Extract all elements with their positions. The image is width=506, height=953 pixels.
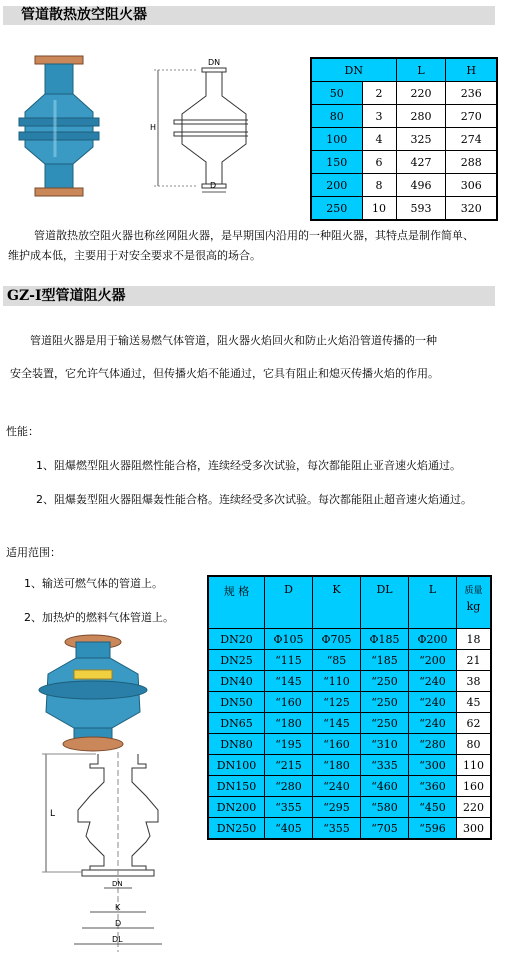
cell: “180	[313, 755, 361, 776]
cell: 80	[457, 734, 492, 755]
cell: “280	[409, 734, 457, 755]
drawing-dn-label-2: DN	[112, 880, 123, 888]
cell: Φ705	[313, 629, 361, 650]
table-row	[208, 797, 491, 818]
cell: DN25	[208, 650, 265, 671]
drawing-l-label: L	[50, 809, 56, 819]
gz-arrestor-photo	[28, 632, 158, 752]
header-spec: 规 格	[208, 576, 265, 629]
cell: 427	[396, 151, 446, 174]
scope-item-1: 1、输送可燃气体的管道上。	[24, 577, 163, 590]
cell: DN100	[208, 755, 265, 776]
cell: 593	[396, 197, 446, 221]
cell: 320	[446, 197, 497, 221]
drawing-d-label: D	[210, 181, 217, 190]
scope-label: 适用范围：	[6, 546, 61, 559]
cell: DN50	[208, 692, 265, 713]
cell: “295	[313, 797, 361, 818]
cell: 280	[396, 105, 446, 128]
cell: “240	[409, 692, 457, 713]
header-mass-label: 质量	[464, 586, 483, 596]
cell: “160	[265, 692, 313, 713]
header-mass	[457, 576, 492, 629]
table-row	[208, 692, 491, 713]
table-row	[311, 197, 497, 221]
table-header-row	[208, 576, 491, 629]
cell: “596	[409, 818, 457, 840]
dimension-table-1	[310, 57, 498, 221]
cell: “240	[409, 671, 457, 692]
cell: 50	[311, 82, 362, 105]
cell: Φ185	[361, 629, 409, 650]
header-dl: DL	[361, 576, 409, 629]
cell: 220	[396, 82, 446, 105]
cell: 2	[362, 82, 396, 105]
table-row	[208, 734, 491, 755]
arrestor-drawing	[148, 56, 248, 196]
header-h: H	[446, 58, 497, 82]
cell: “460	[361, 776, 409, 797]
cell: 21	[457, 650, 492, 671]
header-mass-unit: kg	[466, 600, 481, 613]
drawing-dl-label: DL	[112, 935, 123, 944]
cell: “280	[265, 776, 313, 797]
cell: 150	[311, 151, 362, 174]
cell: DN65	[208, 713, 265, 734]
cell: “240	[313, 776, 361, 797]
section2-title: GZ-I型管道阻火器	[7, 288, 126, 304]
cell: “85	[313, 650, 361, 671]
cell: “250	[361, 671, 409, 692]
section2-header	[3, 286, 495, 306]
table-row	[208, 671, 491, 692]
cell: Φ200	[409, 629, 457, 650]
cell: “185	[361, 650, 409, 671]
performance-label: 性能：	[6, 425, 39, 438]
cell: DN80	[208, 734, 265, 755]
header-d: D	[265, 576, 313, 629]
table-row	[208, 818, 491, 840]
table-row	[311, 82, 497, 105]
table-row	[311, 151, 497, 174]
cell: “145	[265, 671, 313, 692]
cell: “145	[313, 713, 361, 734]
cell: 306	[446, 174, 497, 197]
cell: 236	[446, 82, 497, 105]
table-row	[208, 650, 491, 671]
cell: 62	[457, 713, 492, 734]
cell: DN250	[208, 818, 265, 840]
cell: “580	[361, 797, 409, 818]
cell: 220	[457, 797, 492, 818]
table-row	[311, 128, 497, 151]
cell: “125	[313, 692, 361, 713]
cell: “450	[409, 797, 457, 818]
drawing-d-label-2: D	[115, 919, 122, 928]
dimension-table-2	[207, 575, 492, 840]
cell: “360	[409, 776, 457, 797]
header-l: L	[409, 576, 457, 629]
cell: 325	[396, 128, 446, 151]
header-k: K	[313, 576, 361, 629]
cell: 270	[446, 105, 497, 128]
cell: 160	[457, 776, 492, 797]
cell: 100	[311, 128, 362, 151]
drawing-dn-label: DN	[208, 58, 221, 67]
cell: DN200	[208, 797, 265, 818]
intro-line-1: 管道阻火器是用于输送易燃气体管道，阻火器火焰回火和防止火焰沿管道传播的一种	[30, 334, 437, 347]
cell: DN150	[208, 776, 265, 797]
cell: 110	[457, 755, 492, 776]
flame-arrestor-photo	[5, 52, 115, 202]
cell: “300	[409, 755, 457, 776]
table-row	[208, 713, 491, 734]
cell: 300	[457, 818, 492, 840]
drawing-h-label: H	[150, 123, 157, 132]
cell: 3	[362, 105, 396, 128]
cell: “160	[313, 734, 361, 755]
cell: 8	[362, 174, 396, 197]
cell: 4	[362, 128, 396, 151]
table-row	[208, 629, 491, 650]
cell: “310	[361, 734, 409, 755]
cell: DN40	[208, 671, 265, 692]
cell: “705	[361, 818, 409, 840]
cell: 274	[446, 128, 497, 151]
section1-title: 管道散热放空阻火器	[21, 7, 147, 23]
cell: 250	[311, 197, 362, 221]
table-row	[311, 105, 497, 128]
gz-arrestor-drawing	[38, 752, 188, 952]
cell: “250	[361, 692, 409, 713]
desc-line-2: 维护成本低，主要用于对安全要求不是很高的场合。	[8, 249, 261, 262]
drawing-k-label: K	[115, 903, 121, 912]
performance-item-2: 2、阻爆轰型阻火器阻爆轰性能合格。连续经受多次试验。每次都能阻止超音速火焰通过。	[36, 493, 472, 506]
cell: “355	[313, 818, 361, 840]
section1-header	[3, 6, 495, 25]
cell: DN20	[208, 629, 265, 650]
table-header-row	[311, 58, 497, 82]
cell: “355	[265, 797, 313, 818]
header-dn: DN	[311, 58, 396, 82]
cell: “110	[313, 671, 361, 692]
table-row	[311, 174, 497, 197]
cell: 496	[396, 174, 446, 197]
header-l: L	[396, 58, 446, 82]
cell: 200	[311, 174, 362, 197]
cell: 6	[362, 151, 396, 174]
cell: “405	[265, 818, 313, 840]
cell: 10	[362, 197, 396, 221]
cell: Φ105	[265, 629, 313, 650]
cell: 38	[457, 671, 492, 692]
cell: 18	[457, 629, 492, 650]
cell: “335	[361, 755, 409, 776]
cell: 80	[311, 105, 362, 128]
cell: “195	[265, 734, 313, 755]
table-row	[208, 776, 491, 797]
cell: “115	[265, 650, 313, 671]
cell: “250	[361, 713, 409, 734]
cell: 288	[446, 151, 497, 174]
table-row	[208, 755, 491, 776]
cell: “240	[409, 713, 457, 734]
cell: “200	[409, 650, 457, 671]
cell: “180	[265, 713, 313, 734]
scope-item-2: 2、加热炉的燃料气体管道上。	[24, 611, 174, 624]
section1-description	[8, 228, 502, 264]
intro-line-2: 安全装置，它允许气体通过，但传播火焰不能通过，它具有阻止和熄灭传播火焰的作用。	[10, 367, 439, 380]
cell: 45	[457, 692, 492, 713]
cell: “215	[265, 755, 313, 776]
desc-line-1: 管道散热放空阻火器也称丝网阻火器，是早期国内沿用的一种阻火器，其特点是制作简单、	[34, 229, 474, 242]
performance-item-1: 1、阻爆燃型阻火器阻燃性能合格，连续经受多次试验，每次都能阻止亚音速火焰通过。	[36, 459, 461, 472]
